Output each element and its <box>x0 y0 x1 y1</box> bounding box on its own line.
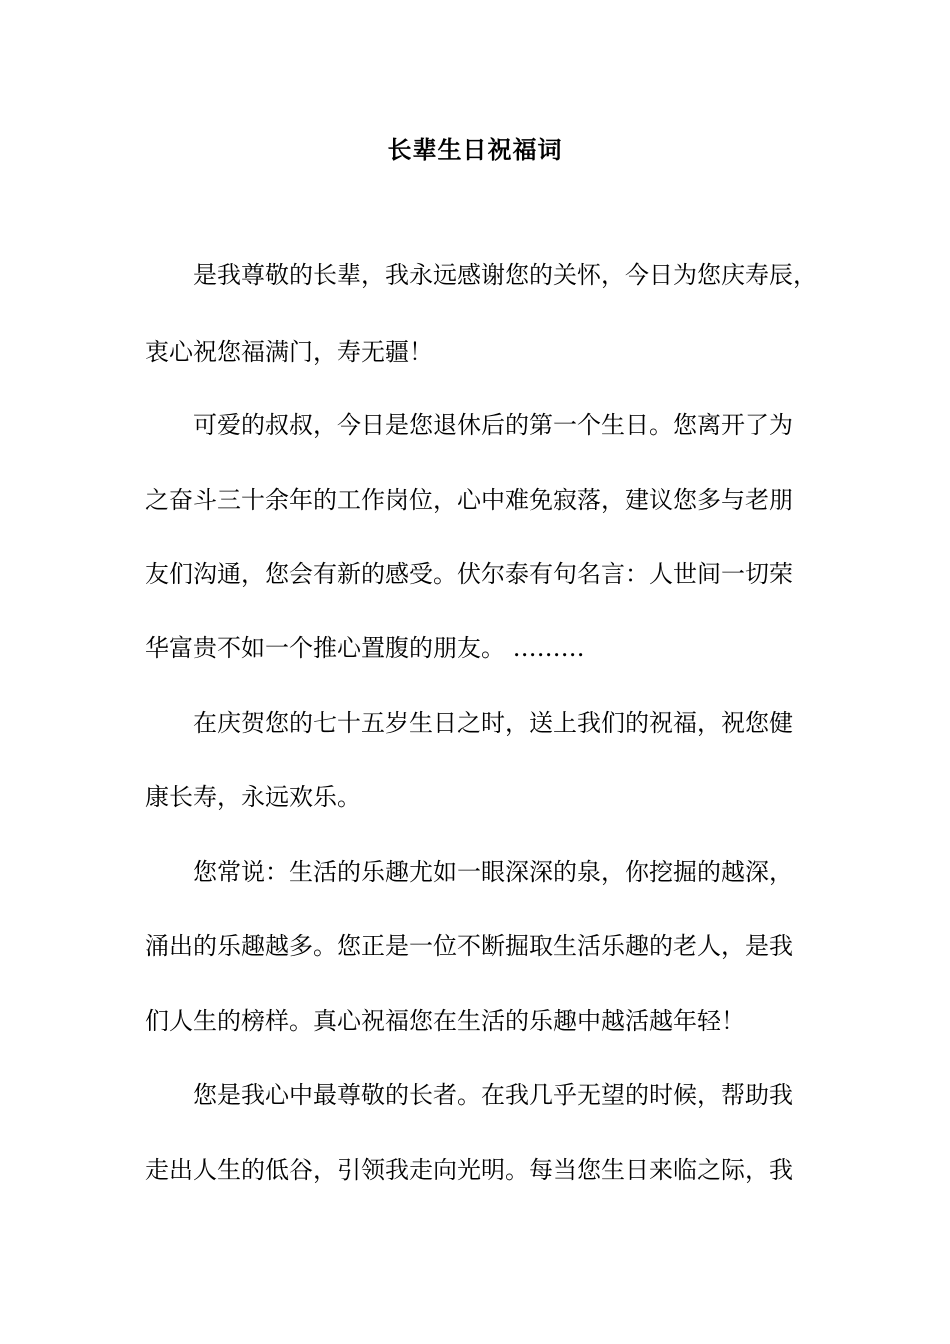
paragraph-line: 友们沟通，您会有新的感受。伏尔泰有句名言：人世间一切荣 <box>145 560 793 588</box>
paragraph-line: 是我尊敬的长辈，我永远感谢您的关怀，今日为您庆寿辰， <box>193 261 817 289</box>
paragraph-line: 们人生的榜样。真心祝福您在生活的乐趣中越活越年轻！ <box>145 1007 745 1035</box>
paragraph-line: 您是我心中最尊敬的长者。在我几乎无望的时候，帮助我 <box>193 1081 793 1109</box>
paragraph-line: 康长寿，永远欢乐。 <box>145 783 361 811</box>
paragraph-line: 衷心祝您福满门，寿无疆！ <box>145 338 433 366</box>
paragraph-line: 涌出的乐趣越多。您正是一位不断掘取生活乐趣的老人，是我 <box>145 932 793 960</box>
paragraph-line: 华富贵不如一个推心置腹的朋友。 ……… <box>145 634 585 662</box>
document-title: 长辈生日祝福词 <box>387 135 563 164</box>
paragraph-line: 之奋斗三十余年的工作岗位，心中难免寂落，建议您多与老朋 <box>145 486 793 514</box>
paragraph-line: 走出人生的低谷，引领我走向光明。每当您生日来临之际，我 <box>145 1156 793 1184</box>
paragraph-line: 您常说：生活的乐趣尤如一眼深深的泉，你挖掘的越深， <box>193 858 793 886</box>
paragraph-line: 可爱的叔叔，今日是您退休后的第一个生日。您离开了为 <box>193 411 793 439</box>
paragraph-line: 在庆贺您的七十五岁生日之时，送上我们的祝福，祝您健 <box>193 709 793 737</box>
